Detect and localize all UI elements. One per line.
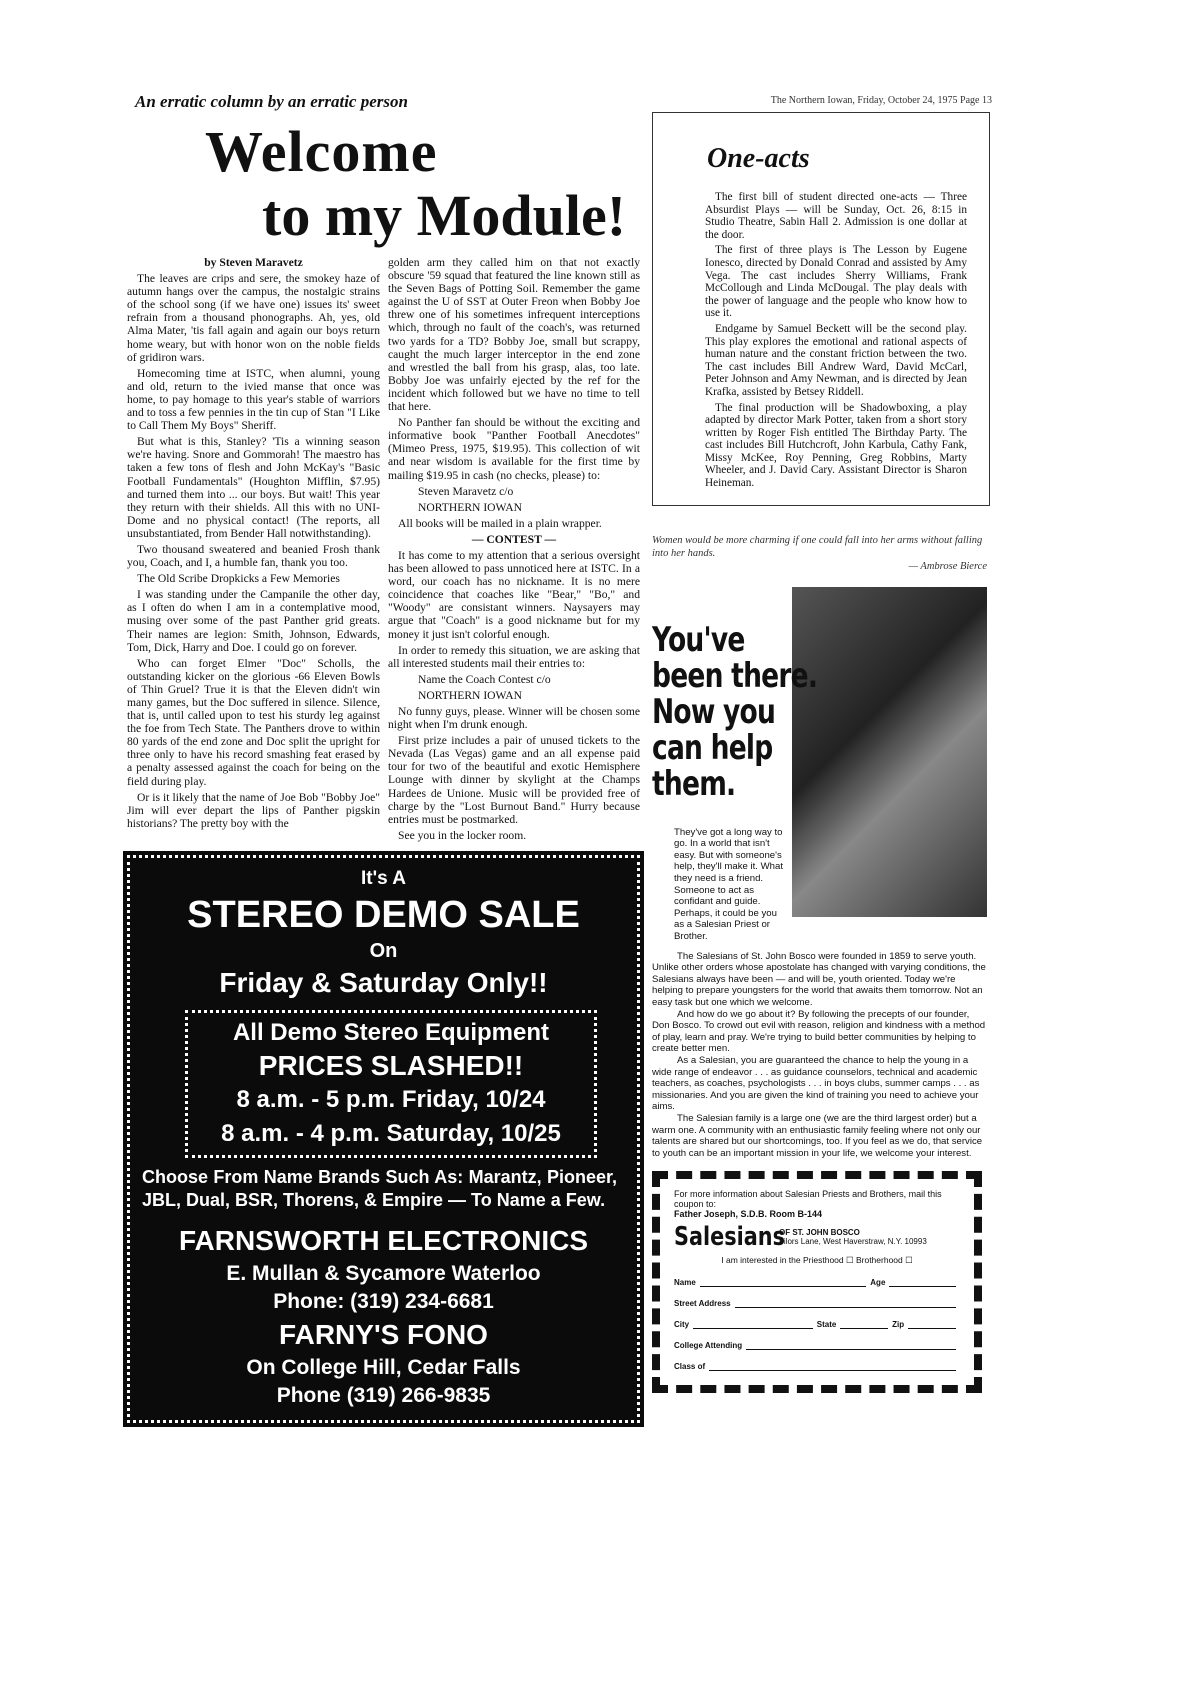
quote <box>652 534 987 573</box>
one-acts-box <box>652 112 990 506</box>
paragraph: No Panther fan should be without the exciting and informative book "Panther Football Anecdotes" (Mimeo Press, 1975, $19.95). This collection of wit and near wisdom is available for the first time by mailing $19.95 in cash (no checks, please) to: <box>388 416 640 482</box>
paragraph: The final production will be Shadowboxing, a play adapted by director Mark Potter, taken from a short story written by Roger Fish entitled The Birthday Party. The cast includes Bill Hutchcroft, John Karbula, Cathy Fank, Missy McKee, Roy Penning, Greg Robbins, Marty Wheeler, and J. David Cary. Assistant Director is Sharon Heineman. <box>705 401 967 490</box>
zip-field[interactable] <box>908 1320 956 1329</box>
right-section <box>652 95 992 1393</box>
paragraph: golden arm they called him on that not exactly obscure '59 squad that featured the line known still as the Seven Bags of Potting Soil. Remember the game against the U of SST at Outer Freon when Bobby Joe threw one of his sometimes infrequent interceptions which, through no fault of the coach's, was returned two yards for a TD? Bobby Joe, small but scrappy, caught the much larger interceptor in the end zone and wrestled the ball from his grasp, alas, too late. Bobby Joe was unfairly ejected by the ref for the incident which followed but we have no time to tell that here. <box>388 256 640 414</box>
contest-heading: — CONTEST — <box>471 532 557 546</box>
ad-title: STEREO DEMO SALE <box>187 893 580 936</box>
class-field[interactable] <box>709 1362 956 1371</box>
age-label: Age <box>870 1278 886 1288</box>
ad-line: PRICES SLASHED!! <box>258 1049 524 1081</box>
paragraph: And how do we go about it? By following the precepts of our founder, Don Bosco. To crowd out evil with reason, religion and kindness with a method of play, learn and pray. We're trying to build better communities by helping to create better men. <box>652 1008 986 1055</box>
store-phone: Phone: (319) 234-6681 <box>273 1289 494 1313</box>
salesians-logo: Salesians <box>674 1222 785 1253</box>
store-name: FARNSWORTH ELECTRONICS <box>178 1224 589 1256</box>
store-name: FARNY'S FONO <box>279 1318 488 1350</box>
paragraph: The first of three plays is The Lesson by Eugene Ionesco, directed by Donald Conrad and assisted by Amy Vega. The cast includes Sherry Williams, Frank McCollough and Linda McDougal. The play deals with the power of language and the people who know how to use it. <box>705 244 967 320</box>
coupon-address: Filors Lane, West Haverstraw, N.Y. 10993 <box>779 1237 927 1247</box>
paragraph: Homecoming time at ISTC, when alumni, young and old, return to the ivied manse that once was home, to pay homage to this year's stable of warriors and to toss a few pennies in the tin cup of Stan "I Like to Call Them My Boys" Sheriff. <box>127 366 380 433</box>
city-label: City <box>674 1320 690 1330</box>
store-address: E. Mullan & Sycamore Waterloo <box>226 1261 541 1285</box>
name-field[interactable] <box>700 1278 866 1287</box>
paragraph: Endgame by Samuel Beckett will be the second play. This play explores the emotional and rational aspects of human nature and the constant friction between the two. The cast includes Bill Andrew Ward, David McCarl, Peter Johnson and Amy Newman, and is directed by Jean Krafka, assisted by Betsey Riddell. <box>705 322 967 398</box>
address-line: Name the Coach Contest c/o <box>418 672 551 686</box>
name-label: Name <box>674 1278 696 1288</box>
coupon-intro: For more information about Salesian Priests and Brothers, mail this coupon to: <box>674 1189 942 1210</box>
paragraph: I was standing under the Campanile the other day, as I often do when I am in a contemplative mood, musing over some of the past Panther grid greats. Their names are legion: Smith, Johnson, Edwards, Tom, Dick, Harry and Doe. I could go on forever. <box>127 588 380 654</box>
paragraph: The Salesian family is a large one (we are the third largest order) but a warm one. A community with an enthusiastic family feeling where not only our talents are shared but our shortcomings, too. If you feel as we do, that service to youth can be an important mission in your life, we welcome your interest. <box>652 1112 983 1159</box>
article-column-right <box>388 256 640 845</box>
paragraph: The Salesians of St. John Bosco were founded in 1859 to serve youth. Unlike other orders whose apostolate has changed with varying conditions, the Salesians always have been — and will be, youth oriented. Today we're helping to prepare youngsters for the world that awaits them tomorrow. Not an easy task but one which we welcome. <box>652 950 986 1008</box>
headline-line: You've <box>652 619 745 660</box>
paragraph: The leaves are crips and sere, the smokey haze of autumn hangs over the campus, the nostalgic strains of the school song (if we have one) issues its' sweet refrain from a thousand phonographs. Ah, yes, old Alma Mater, 'tis fall again and again our boys return home weary, but with honor won on the noble fields of gridiron wars. <box>127 272 380 364</box>
interest-checkboxes[interactable]: I am interested in the Priesthood ☐ Brotherhood ☐ <box>721 1255 913 1266</box>
paragraph: It has come to my attention that a serious oversight has been allowed to pass unnoticed here at ISTC. In a word, our coach has no nickname. It is no mere coincidence that coaches like "Bear," "Bo," and "Woody" are consistant winners. Naysayers may argue that "Coach" is a good nickname but for my money it just isn't colorful enough. <box>388 548 640 641</box>
paragraph: The first bill of student directed one-acts — Three Absurdist Plays — will be Sunday, Oct. 26, 8:15 in Studio Theatre, Sabin Hall 2. Admission is one dollar at the door. <box>705 191 967 241</box>
ad-brands: Choose From Name Brands Such As: Marantz, Pioneer, JBL, Dual, BSR, Thorens, & Empire — To Name a Few. <box>142 1166 617 1210</box>
paragraph: Who can forget Elmer "Doc" Scholls, the outstanding kicker on the glorious -66 Eleven Bowls of Thin Gruel? True it is that the Eleven didn't win many games, but the Doc suffered in silence. Silence, that is, until called upon to test his sturdy leg against the foe from Tech State. The Panthers drove to within 80 yards of the end zone and Doc split the upright for three only to have his record smashing feat erased by a penalty assessed against the coach for being on the field during play. <box>127 656 380 788</box>
city-field[interactable] <box>693 1320 813 1329</box>
ad-line: 8 a.m. - 5 p.m. Friday, 10/24 <box>236 1085 546 1113</box>
subhead: The Old Scribe Dropkicks a Few Memories <box>137 572 340 586</box>
headline-line2: to my Module! <box>262 183 627 248</box>
headline-line: Now you <box>652 691 776 732</box>
address-line: NORTHERN IOWAN <box>418 688 522 702</box>
ad-line: It's A <box>361 867 406 889</box>
article-column-left <box>127 256 380 833</box>
paragraph: First prize includes a pair of unused tickets to the Nevada (Las Vegas) game and an all expense paid tour for two of the beautiful and exotic Hemisphere Lounge with dinner by skylight at the Champs Hardees de Unione. Music will be provided free of charge by the "Lost Burnout Band." Hurry because entries must be postmarked. <box>388 734 640 826</box>
quote-text: Women would be more charming if one could fall into her arms without falling into her hands. <box>652 534 983 559</box>
byline: by Steven Maravetz <box>204 256 303 269</box>
zip-label: Zip <box>892 1320 905 1330</box>
college-label: College Attending <box>674 1341 743 1351</box>
left-section <box>127 256 640 1423</box>
college-field[interactable] <box>746 1341 956 1350</box>
salesian-ad <box>652 587 992 1394</box>
ad-line: On <box>369 939 398 962</box>
store-phone: Phone (319) 266-9835 <box>276 1383 491 1407</box>
class-label: Class of <box>674 1362 706 1372</box>
headline-line: them. <box>652 763 736 804</box>
state-field[interactable] <box>840 1320 888 1329</box>
address-line: NORTHERN IOWAN <box>418 500 522 514</box>
article <box>127 256 640 845</box>
store-address: On College Hill, Cedar Falls <box>246 1355 521 1379</box>
state-label: State <box>816 1320 837 1330</box>
ad-body <box>652 951 987 1160</box>
ad-intro: They've got a long way to go. In a world that isn't easy. But with someone's help, they'll make it. What they need is a friend. Someone to act as confidant and guide. Perhaps, it could be you as a Salesian Priest or Brother. <box>674 826 784 942</box>
headline-line: can help <box>652 727 773 768</box>
paragraph: As a Salesian, you are guaranteed the chance to help the young in a wide range of endeavor . . . as guidance counselors, technical and academic teachers, as coaches, psychologists . . . in boys clubs, summer camps . . . as missionaries. And you are given the kind of training you need to achieve your aims. <box>652 1054 980 1113</box>
paragraph: See you in the locker room. <box>398 828 527 842</box>
paragraph: In order to remedy this situation, we are asking that all interested students mail their entries to: <box>388 643 640 670</box>
ad-headline <box>652 619 818 804</box>
paragraph: Two thousand sweatered and beanied Frosh thank you, Coach, and I, a humble fan, thank you too. <box>127 542 380 570</box>
paragraph: But what is this, Stanley? 'Tis a winning season we're having. Snore and Gommorah! The maestro has taken a few tons of flesh and John McKay's "Basic Football Fundamentals" (Houghton Mifflin, $7.95) and turned them into ... our boys. But wait! This year they return with their shields. All this with no UNI-Dome and no physical contact! (The reports, all unsubstantiated, from Bender Hall notwithstanding). <box>127 435 380 540</box>
page-header: The Northern Iowan, Friday, October 24, 1975 Page 13 <box>770 95 992 106</box>
column-kicker: An erratic column by an erratic person <box>135 92 408 111</box>
logo-subtitle: OF ST. JOHN BOSCO <box>779 1228 860 1238</box>
ad-inner-box <box>185 1010 597 1158</box>
quote-author: — Ambrose Bierce <box>908 560 987 572</box>
headline-line1: Welcome <box>205 119 438 184</box>
ad-line: All Demo Stereo Equipment <box>232 1018 550 1046</box>
paragraph: No funny guys, please. Winner will be chosen some night when I'm drunk enough. <box>388 705 640 732</box>
address-line: Steven Maravetz c/o <box>418 484 514 498</box>
ad-line: 8 a.m. - 4 p.m. Saturday, 10/25 <box>221 1119 561 1147</box>
age-field[interactable] <box>889 1278 956 1287</box>
stereo-sale-ad <box>127 855 640 1423</box>
street-field[interactable] <box>735 1299 956 1308</box>
street-label: Street Address <box>674 1299 731 1309</box>
paragraph: All books will be mailed in a plain wrapper. <box>398 516 602 530</box>
one-acts-title: One-acts <box>707 143 810 174</box>
headline-line: been there. <box>652 655 818 696</box>
coupon[interactable] <box>652 1171 982 1393</box>
ad-line: Friday & Saturday Only!! <box>219 966 548 998</box>
paragraph: Or is it likely that the name of Joe Bob "Bobby Joe" Jim will ever depart the lips of Panther pigskin historians? The pretty boy with the <box>127 790 380 830</box>
coupon-contact: Father Joseph, S.D.B. Room B-144 <box>674 1209 823 1220</box>
